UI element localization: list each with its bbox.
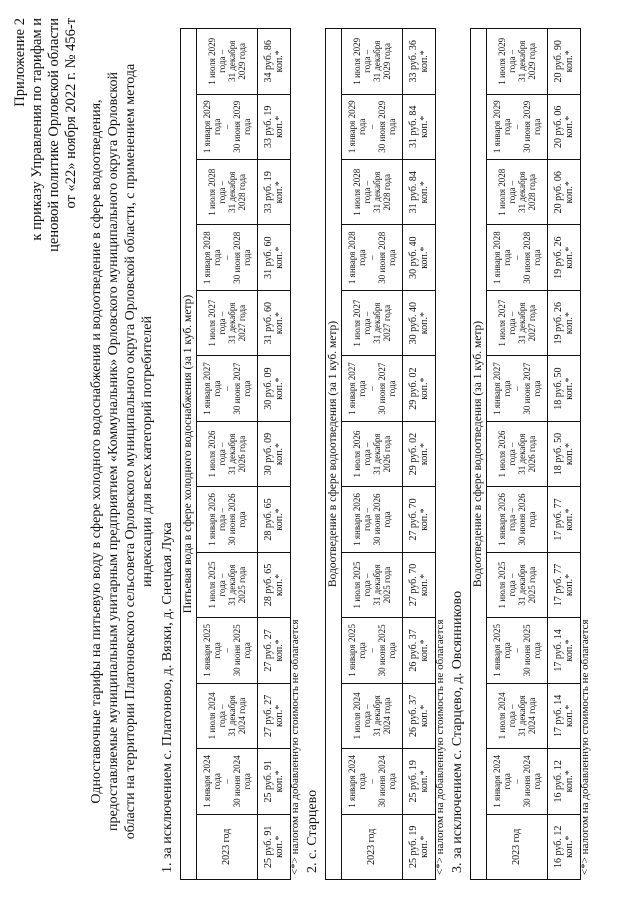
table-caption: Питьевая вода в сфере холодного водоснабжения (за 1 куб. метр): [181, 29, 197, 880]
period-header: 1 июля 2027 года – 31 декабря 2027 года: [197, 290, 258, 355]
tariff-value: 29 руб. 02 коп.*: [403, 421, 436, 486]
tariff-value: 18 руб. 50 коп.*: [548, 421, 581, 486]
tariff-value: 29 руб. 02 коп.*: [403, 356, 436, 421]
tariff-value: 17 руб. 14 коп.*: [548, 618, 581, 683]
appendix-block: [12, 18, 80, 252]
period-header: 1 июля 2028 года – 31 декабря 2028 года: [342, 160, 403, 225]
period-header: 1 января 2026 года – 30 июня 2026 года: [342, 487, 403, 552]
vat-footnote: <*> налогом на добавленную стоимость не облагается: [579, 619, 591, 875]
tariff-value: 27 руб. 27 коп.*: [258, 683, 291, 748]
tariff-value: 19 руб. 26 коп.*: [548, 225, 581, 290]
period-header: 1 января 2024 года – 30 июня 2024 года: [197, 749, 258, 814]
tariff-value: 17 руб. 77 коп.*: [548, 552, 581, 617]
tariff-value: 30 руб. 09 коп.*: [258, 421, 291, 486]
tariff-value: 27 руб. 27 коп.*: [258, 618, 291, 683]
title-line: области на территории Платоновского сельсовета Орловского муниципального округа Орловской области, с применением метода: [123, 63, 138, 840]
period-header: 1 января 2028 года – 30 июня 2028 года: [197, 225, 258, 290]
vat-footnote: <*> налогом на добавленную стоимость не облагается: [289, 619, 301, 875]
tariff-value: 25 руб. 19 коп.*: [403, 749, 436, 814]
tariff-value: 20 руб. 90 коп.*: [548, 29, 581, 95]
period-header: 1 января 2028 года – 30 июня 2028 года: [342, 225, 403, 290]
appendix-order-line: к приказу Управления по тарифам и: [29, 18, 45, 241]
table-row: [258, 29, 291, 880]
tariff-value: 20 руб. 06 коп.*: [548, 160, 581, 225]
period-header: 1 июля 2029 года – 31 декабря 2029 года: [487, 29, 548, 95]
period-header: 2023 год: [487, 814, 548, 879]
table-caption: Водоотведение в сфере водоотведения (за 1 куб. метр): [326, 29, 342, 880]
tariff-value: 33 руб. 19 коп.*: [258, 94, 291, 159]
tariff-value: 16 руб. 12 коп.*: [548, 814, 581, 879]
tariff-value: 30 руб. 09 коп.*: [258, 356, 291, 421]
period-header: 1 июля 2028 года – 31 декабря 2028 года: [197, 160, 258, 225]
table-header-row: [197, 29, 258, 880]
period-header: 1 января 2025 года – 30 июня 2025 года: [197, 618, 258, 683]
section-heading: 3. за исключением с. Старцево, д. Овсянниково: [450, 590, 465, 873]
title-line: Одноставочные тарифы на питьевую воду в сфере холодного водоснабжения и водоотведение в сфере водоотведения,: [89, 99, 104, 804]
section-heading: 2. с. Старцево: [305, 789, 320, 873]
tariff-value: 34 руб. 86 коп.*: [258, 29, 291, 95]
tariff-value: 17 руб. 14 коп.*: [548, 683, 581, 748]
tariff-value: 31 руб. 60 коп.*: [258, 225, 291, 290]
period-header: 1 января 2026 года – 30 июня 2026 года: [487, 487, 548, 552]
tariff-value: 28 руб. 65 коп.*: [258, 552, 291, 617]
period-header: 1 июля 2024 года – 31 декабря 2024 года: [342, 683, 403, 748]
period-header: 1 июля 2026 года – 31 декабря 2026 года: [487, 421, 548, 486]
tariff-value: 18 руб. 50 коп.*: [548, 356, 581, 421]
period-header: 1 января 2025 года – 30 июня 2025 года: [342, 618, 403, 683]
period-header: 1 июля 2027 года – 31 декабря 2027 года: [487, 290, 548, 355]
table-caption: Водоотведение в сфере водоотведения (за 1 куб. метр): [471, 29, 487, 880]
period-header: 1 июля 2025 года – 31 декабря 2025 года: [487, 552, 548, 617]
section-heading: 1. за исключением с. Платоново, д. Вязки, д. Снецкая Лука: [160, 522, 175, 873]
period-header: 1 января 2024 года – 30 июня 2024 года: [487, 749, 548, 814]
period-header: 1 июля 2028 года – 31 декабря 2028 года: [487, 160, 548, 225]
tariff-table: [325, 28, 436, 880]
period-header: 2023 год: [197, 814, 258, 879]
title-line: индексации для всех категорий потребителей: [140, 316, 155, 587]
tariff-table: [470, 28, 581, 880]
period-header: 1 января 2029 года – 30 июня 2029 года: [487, 94, 548, 159]
table-row: [548, 29, 581, 880]
period-header: 2023 год: [342, 814, 403, 879]
period-header: 1 января 2027 года – 30 июня 2027 года: [342, 356, 403, 421]
document-title: [88, 40, 156, 863]
tariff-value: 20 руб. 06 коп.*: [548, 94, 581, 159]
title-line: предоставляемые муниципальным унитарным предприятием «Коммунальник» Орловского муниципального округа Орловской: [106, 72, 121, 831]
period-header: 1 июля 2029 года – 31 декабря 2029 года: [197, 29, 258, 95]
period-header: 1 января 2026 года – 30 июня 2026 года: [197, 487, 258, 552]
period-header: 1 января 2029 года – 30 июня 2029 года: [342, 94, 403, 159]
tariff-value: 26 руб. 37 коп.*: [403, 618, 436, 683]
tariff-value: 31 руб. 84 коп.*: [403, 160, 436, 225]
period-header: 1 июля 2025 года – 31 декабря 2025 года: [342, 552, 403, 617]
period-header: 1 июля 2025 года – 31 декабря 2025 года: [197, 552, 258, 617]
tariff-value: 31 руб. 84 коп.*: [403, 94, 436, 159]
tariff-value: 33 руб. 36 коп.*: [403, 29, 436, 95]
period-header: 1 января 2028 года – 30 июня 2028 года: [487, 225, 548, 290]
tariff-value: 33 руб. 19 коп.*: [258, 160, 291, 225]
tariff-table: [180, 28, 291, 880]
vat-footnote: <*> налогом на добавленную стоимость не облагается: [434, 619, 446, 875]
tariff-value: 30 руб. 40 коп.*: [403, 290, 436, 355]
period-header: 1 января 2024 года – 30 июня 2024 года: [342, 749, 403, 814]
table-header-row: [487, 29, 548, 880]
tariff-value: 19 руб. 26 коп.*: [548, 290, 581, 355]
period-header: 1 июля 2024 года – 31 декабря 2024 года: [197, 683, 258, 748]
period-header: 1 июля 2029 года – 31 декабря 2029 года: [342, 29, 403, 95]
period-header: 1 января 2027 года – 30 июня 2027 года: [197, 356, 258, 421]
tariff-value: 31 руб. 60 коп.*: [258, 290, 291, 355]
table-header-row: [342, 29, 403, 880]
period-header: 1 января 2027 года – 30 июня 2027 года: [487, 356, 548, 421]
appendix-date-line: от «22» ноября 2022 г. № 456-т: [63, 18, 79, 209]
tariff-value: 16 руб. 12 коп.*: [548, 749, 581, 814]
tariff-value: 30 руб. 40 коп.*: [403, 225, 436, 290]
appendix-number: Приложение 2: [12, 18, 28, 107]
tariff-value: 27 руб. 70 коп.*: [403, 487, 436, 552]
tariff-value: 28 руб. 65 коп.*: [258, 487, 291, 552]
period-header: 1 июля 2027 года – 31 декабря 2027 года: [342, 290, 403, 355]
tariff-value: 27 руб. 70 коп.*: [403, 552, 436, 617]
period-header: 1 июля 2026 года – 31 декабря 2026 года: [197, 421, 258, 486]
table-row: [403, 29, 436, 880]
period-header: 1 июля 2024 года – 31 декабря 2024 года: [487, 683, 548, 748]
tariff-value: 25 руб. 19 коп.*: [403, 814, 436, 879]
tariff-value: 25 руб. 91 коп.*: [258, 749, 291, 814]
tariff-value: 17 руб. 77 коп.*: [548, 487, 581, 552]
period-header: 1 июля 2026 года – 31 декабря 2026 года: [342, 421, 403, 486]
period-header: 1 января 2025 года – 30 июня 2025 года: [487, 618, 548, 683]
appendix-authority-line: ценовой политике Орловской области: [46, 18, 62, 252]
tariff-value: 25 руб. 91 коп.*: [258, 814, 291, 879]
period-header: 1 января 2029 года – 30 июня 2029 года: [197, 94, 258, 159]
tariff-value: 26 руб. 37 коп.*: [403, 683, 436, 748]
